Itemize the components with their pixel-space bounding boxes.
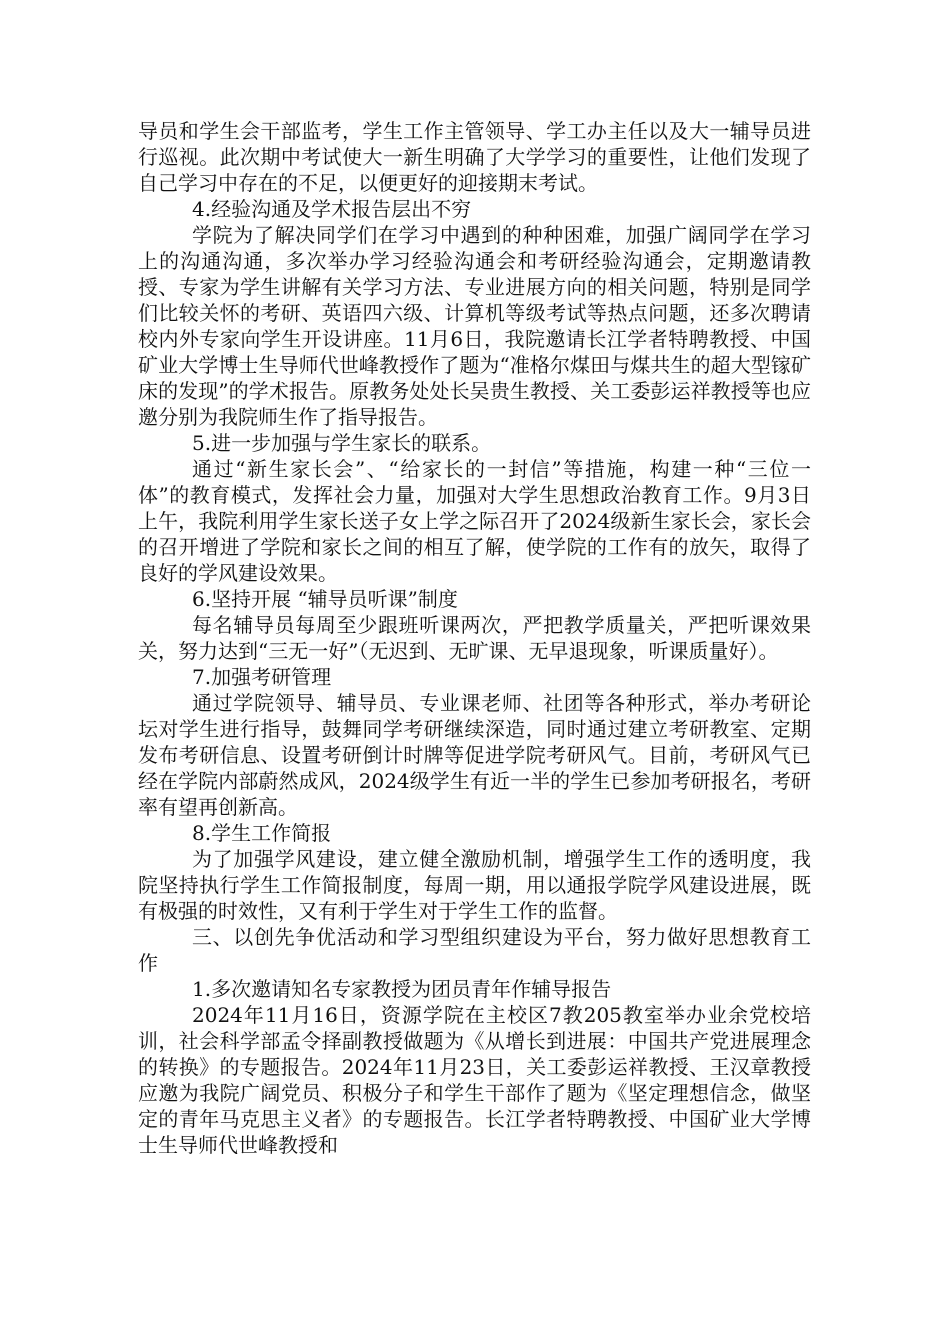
document-body [138,118,811,1158]
section-heading-7: 7.加强考研管理 [192,665,332,689]
section-heading-5: 5.进一步加强与学生家长的联系。 [192,431,492,455]
paragraph-work-bulletin: 为了加强学风建设，建立健全激励机制，增强学生工作的透明度，我院坚持执行学生工作简报制度，每周一期，用以通报学院学风建设进展，既有极强的时效性，又有利于学生对于学生工作的监督。 [138,847,811,923]
paragraph-expert-reports: 2024年11月16日，资源学院在主校区7教205教室举办业余党校培训，社会科学部孟令择副教授做题为《从增长到进展：中国共产党进展理念的转换》的专题报告。2024年11月23日，关工委彭运祥教授、王汉章教授应邀为我院广阔党员、积极分子和学生干部作了题为《坚定理想信念，做坚定的青年马克思主义者》的专题报告。长江学者特聘教授、中国矿业大学博士生导师代世峰教授和 [138,1003,811,1157]
paragraph-postgrad-exam: 通过学院领导、辅导员、专业课老师、社团等各种形式，举办考研论坛对学生进行指导，鼓舞同学考研继续深造，同时通过建立考研教室、定期发布考研信息、设置考研倒计时牌等促进学院考研风气。目前，考研风气已经在学院内部蔚然成风，2024级学生有近一半的学生已参加考研报名，考研率有望再创新高。 [138,691,811,819]
paragraph-academic-reports: 学院为了解决同学们在学习中遇到的种种困难，加强广阔同学在学习上的沟通沟通，多次举办学习经验沟通会和考研经验沟通会，定期邀请教授、专家为学生讲解有关学习方法、专业进展方向的相关问题，特别是同学们比较关怀的考研、英语四六级、计算机等级考试等热点问题，还多次聘请校内外专家向学生开设讲座。11月6日，我院邀请长江学者特聘教授、中国矿业大学博士生导师代世峰教授作了题为“准格尔煤田与煤共生的超大型镓矿床的发现”的学术报告。原教务处处长吴贵生教授、关工委彭运祥教授等也应邀分别为我院师生作了指导报告。 [138,223,811,429]
section-heading-4: 4.经验沟通及学术报告层出不穷 [192,197,472,221]
paragraph-continuation: 导员和学生会干部监考，学生工作主管领导、学工办主任以及大一辅导员进行巡视。此次期中考试使大一新生明确了大学学习的重要性，让他们发现了自己学习中存在的不足，以便更好的迎接期末考试。 [138,119,811,195]
section-heading-8: 8.学生工作简报 [192,821,332,845]
section-heading-6: 6.坚持开展 “辅导员听课”制度 [192,587,458,611]
paragraph-counselor-lectures: 每名辅导员每周至少跟班听课两次，严把教学质量关，严把听课效果关，努力达到“三无一好”（无迟到、无旷课、无早退现象，听课质量好）。 [138,613,811,663]
section-heading-part-3: 三、以创先争优活动和学习型组织建设为平台，努力做好思想教育工作 [138,925,811,975]
section-heading-3-1: 1.多次邀请知名专家教授为团员青年作辅导报告 [192,977,612,1001]
paragraph-parent-contact: 通过“新生家长会”、“给家长的一封信”等措施，构建一种“三位一体”的教育模式，发挥社会力量，加强对大学生思想政治教育工作。9月3日上午，我院利用学生家长送子女上学之际召开了2024级新生家长会，家长会的召开增进了学院和家长之间的相互了解，使学院的工作有的放矢，取得了良好的学风建设效果。 [138,457,811,585]
